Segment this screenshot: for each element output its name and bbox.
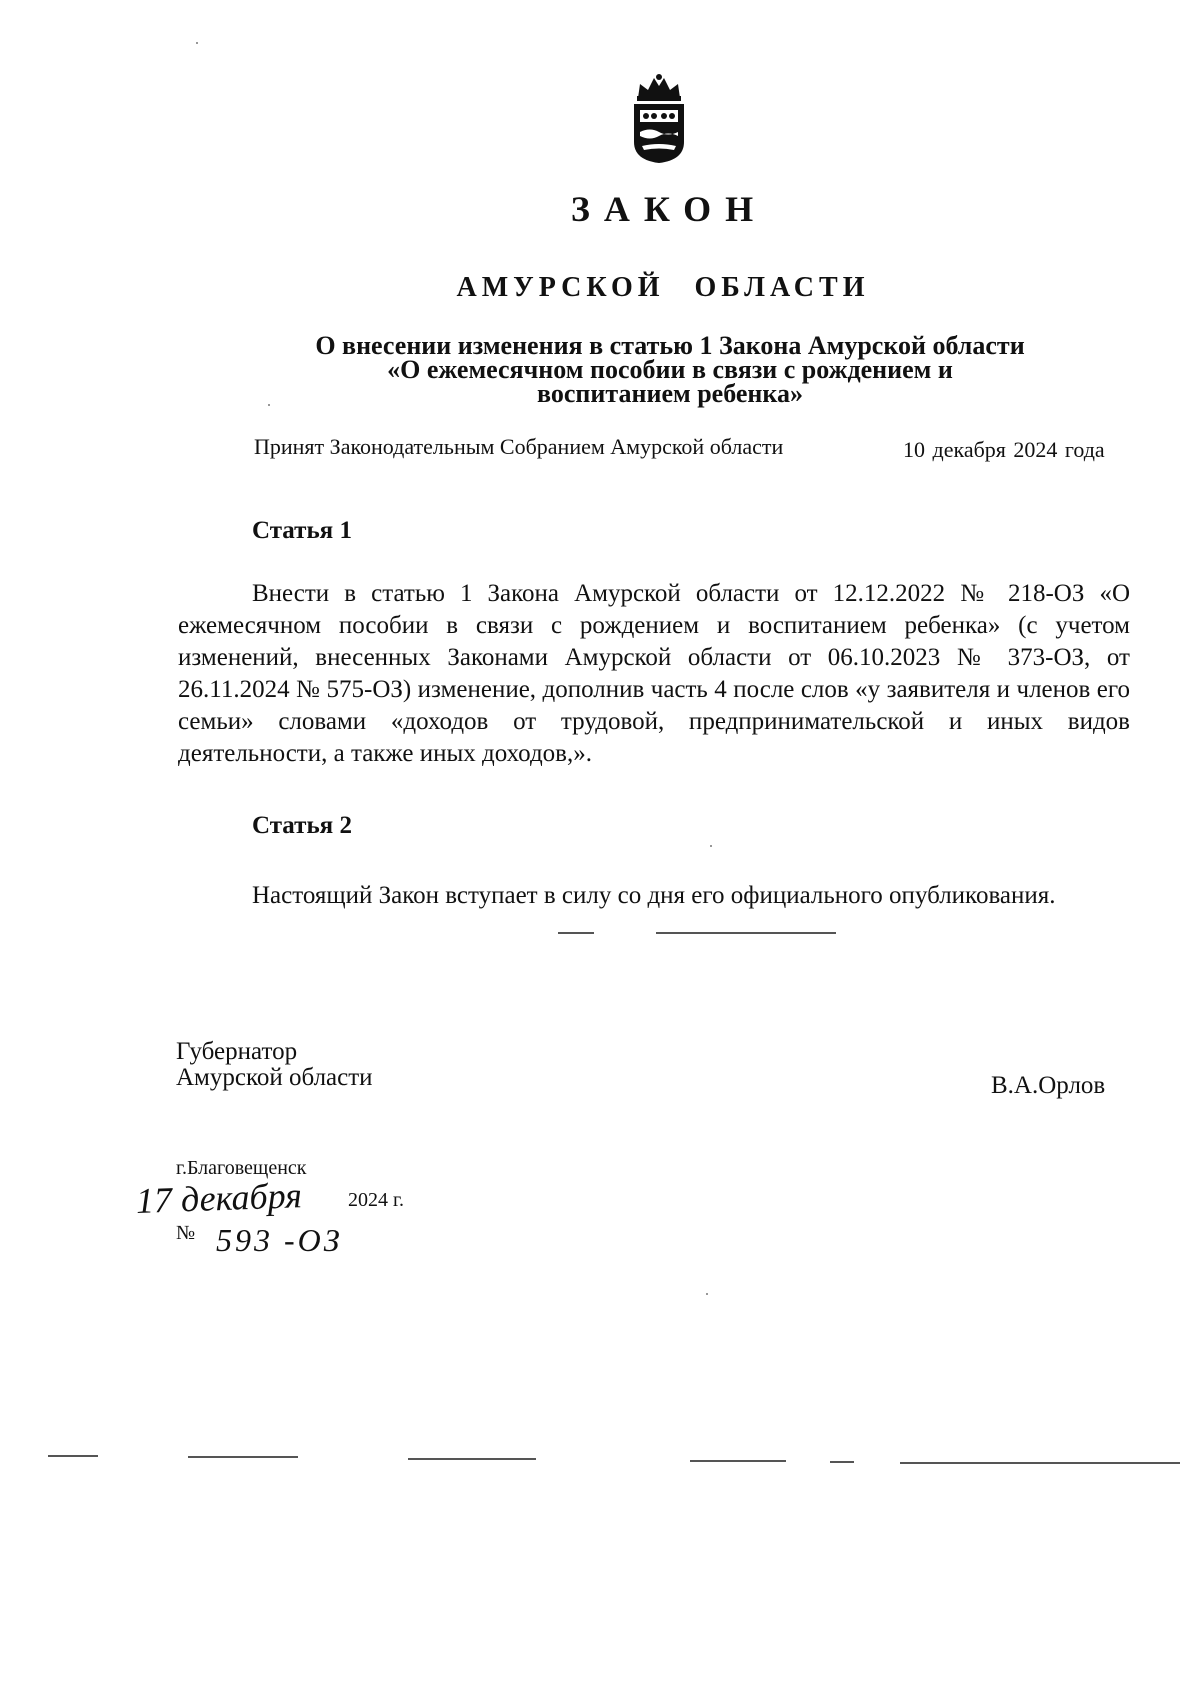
year-label: 2024 г. <box>348 1189 404 1211</box>
article-2-heading: Статья 2 <box>252 812 352 839</box>
scan-artifact <box>196 42 198 44</box>
article-1-text: Внести в статью 1 Закона Амурской области от 12.12.2022 № 218-ОЗ «О ежемесячном пособии в связи с рождением и воспитанием ребенка» (с учетом изменений, внесенных Законами Амурской области от 06.10.2023 № 373-ОЗ, от 26.11.2024 № 575-ОЗ) изменение, дополнив часть 4 после слов «у заявителя и членов его семьи» словами «доходов от трудовой, предпринимательской и иных видов деятельности, а также иных доходов,». <box>178 580 1130 767</box>
signatory-title-line: Губернатор <box>176 1038 298 1065</box>
subject-line: О внесении изменения в статью 1 Закона Амурской области <box>315 331 1025 360</box>
signatory-title-line: Амурской области <box>176 1064 373 1091</box>
scan-artifact <box>830 1461 854 1463</box>
adoption-date: 10 декабря 2024 года <box>903 437 1105 462</box>
scan-artifact <box>900 1462 1180 1464</box>
article-1-heading: Статья 1 <box>252 517 352 544</box>
law-title: ЗАКОН <box>570 189 768 229</box>
scan-artifact <box>710 845 712 847</box>
subject-line: «О ежемесячном пособии в связи с рождением и <box>387 355 953 384</box>
region-title: АМУРСКОЙ ОБЛАСТИ <box>456 272 870 303</box>
article-2-text: Настоящий Закон вступает в силу со дня его официального опубликования. <box>252 882 1056 909</box>
number-sign: № <box>176 1222 196 1244</box>
scan-artifact <box>558 932 594 934</box>
scan-artifact <box>656 932 836 934</box>
law-subject <box>180 331 1160 408</box>
subject-line: воспитанием ребенка» <box>537 379 803 408</box>
adopted-by: Принят Законодательным Собранием Амурской области <box>254 434 784 459</box>
city-label: г.Благовещенск <box>176 1157 307 1179</box>
coat-of-arms-icon <box>628 72 690 164</box>
scan-artifact <box>408 1458 536 1460</box>
handwritten-date: 17 декабря <box>135 1175 303 1221</box>
scan-artifact <box>690 1460 786 1462</box>
scan-artifact <box>706 1293 708 1295</box>
scan-artifact <box>48 1455 98 1457</box>
scan-artifact <box>268 404 270 406</box>
signatory-title <box>176 1039 373 1091</box>
scan-artifact <box>188 1456 298 1458</box>
handwritten-law-number: 593 -ОЗ <box>216 1222 343 1258</box>
signatory-name: В.А.Орлов <box>991 1072 1106 1099</box>
